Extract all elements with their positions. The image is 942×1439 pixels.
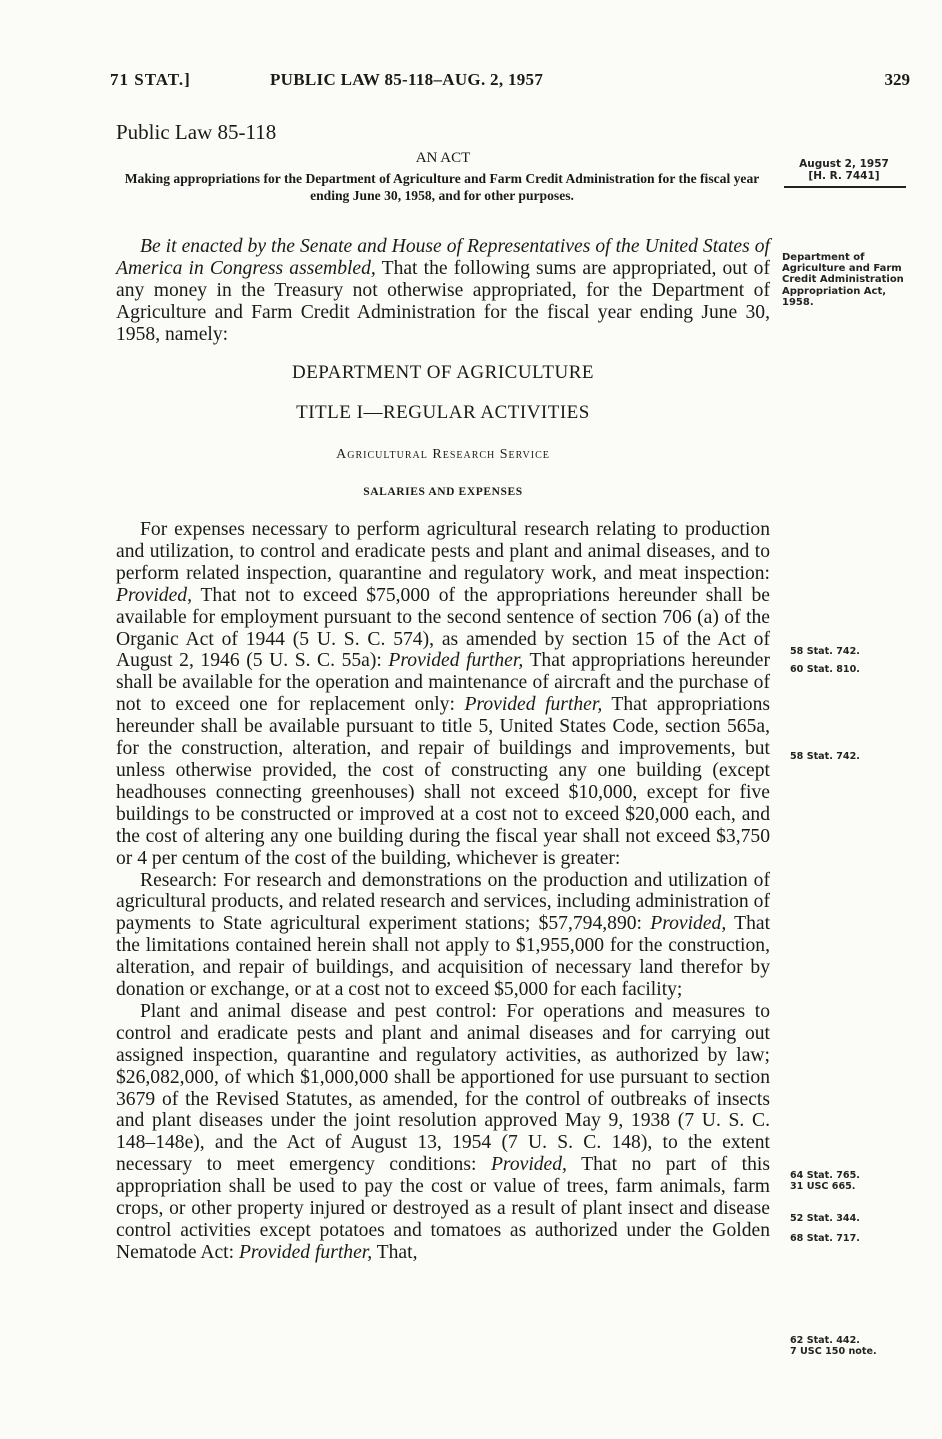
enacting-italic: Be it enacted by the Senate and House of Representatives of the United States of America in Congress assembled, <box>116 236 770 279</box>
bill-number: [H. R. 7441] <box>808 170 880 182</box>
act-description: Making appropriations for the Department of Agriculture and Farm Credit Administration for the fiscal year ending June 30, 1958, and for other purposes. <box>124 171 760 203</box>
title-heading: TITLE I—REGULAR ACTIVITIES <box>296 402 590 423</box>
paragraph-expenses: For expenses necessary to perform agricultural research relating to production and utilization, to control and eradicate pests and plant and animal diseases, and to perform related inspection, quarantine and regulatory work, and meat inspection: Provided, That not to exceed $75,000 of the appropriations hereunder shall be available for employment pursuant to the second sentence of section 706 (a) of the Organic Act of 1944 (5 U. S. C. 574), as amended by section 15 of the Act of August 2, 1946 (5 U. S. C. 55a): Provided further, That appropriations hereunder shall be available for the operation and maintenance of aircraft and the purchase of not to exceed one for replacement only: Provided further, That appropriations hereunder shall be available pursuant to title 5, United States Code, section 565a, for the construction, alteration, and repair of buildings and improvements, but unless otherwise provided, the cost of constructing any one building (except headhouses connecting greenhouses) shall not exceed $10,000, except for five buildings to be constructed or improved at a cost not to exceed $20,000 each, and the cost of altering any one building during the fiscal year shall not exceed $3,750 or 4 per centum of the cost of the building, whichever is greater: <box>116 519 771 869</box>
margin-rule <box>784 186 906 188</box>
margin-date-note <box>784 158 904 182</box>
paragraph-disease-control: Plant and animal disease and pest control: For operations and measures to control and eradicate pests and plant and animal diseases and for carrying out assigned inspection, quarantine and regulatory activities, as authorized by law; $26,082,000, of which $1,000,000 shall be apportioned for use pursuant to section 3679 of the Revised Statutes, as amended, for the control of outbreaks of insects and plant diseases under the joint resolution approved May 9, 1938 (7 U. S. C. 148–148e), and the Act of August 13, 1954 (7 U. S. C. 148), to the extent necessary to meet emergency conditions: Provided, That no part of this appropriation shall be used to pay the cost or value of trees, farm animals, farm crops, or other property injured or destroyed as a result of plant insect and disease control activities except potatoes and tomatoes as authorized under the Golden Nematode Act: Provided further, That, <box>116 1000 770 1263</box>
service-heading: Agricultural Research Service <box>336 447 550 462</box>
salaries-expenses-section <box>116 519 770 1264</box>
act-heading: AN ACT <box>415 150 471 166</box>
volume-reference: 71 STAT.] <box>110 70 191 89</box>
margin-citation: 62 Stat. 442. 7 USC 150 note. <box>790 1335 877 1357</box>
enacting-text: That the following sums are appropriated, out of any money in the Treasury not otherwise appropriated, for the Department of Agriculture and Farm Credit Administration for the fiscal year ending June 30, 1958, namely: <box>116 257 770 345</box>
margin-citation: 52 Stat. 344. <box>790 1213 860 1224</box>
margin-citation: 58 Stat. 742. <box>790 646 860 657</box>
margin-citation: 64 Stat. 765. 31 USC 665. <box>790 1170 860 1192</box>
margin-citation: 68 Stat. 717. <box>790 1233 860 1244</box>
department-heading: DEPARTMENT OF AGRICULTURE <box>291 362 595 383</box>
enactment-date: August 2, 1957 <box>799 158 889 170</box>
margin-citation: 60 Stat. 810. <box>790 664 860 675</box>
margin-citation: 58 Stat. 742. <box>790 751 860 762</box>
public-law-title: Public Law 85-118 <box>116 120 277 144</box>
paragraph-research: Research: For research and demonstrations on the production and utilization of agricultural products, and related research and services, including administration of payments to State agricultural experiment stations; $57,794,890: Provided, That the limitations contained herein shall not apply to $1,955,000 for the construction, alteration, and repair of buildings, and acquisition of necessary land therefor by donation or exchange, or at a cost not to exceed $5,000 for each facility; <box>116 869 771 1001</box>
law-reference: PUBLIC LAW 85-118–AUG. 2, 1957 <box>270 70 544 89</box>
page-number: 329 <box>884 70 910 89</box>
salaries-heading: SALARIES AND EXPENSES <box>363 486 523 498</box>
enacting-clause <box>116 236 770 346</box>
enacting-paragraph <box>116 236 770 346</box>
margin-dept-note: Department of Agriculture and Farm Credit Administration Appropriation Act, 1958. <box>782 252 904 308</box>
running-head <box>110 70 910 94</box>
